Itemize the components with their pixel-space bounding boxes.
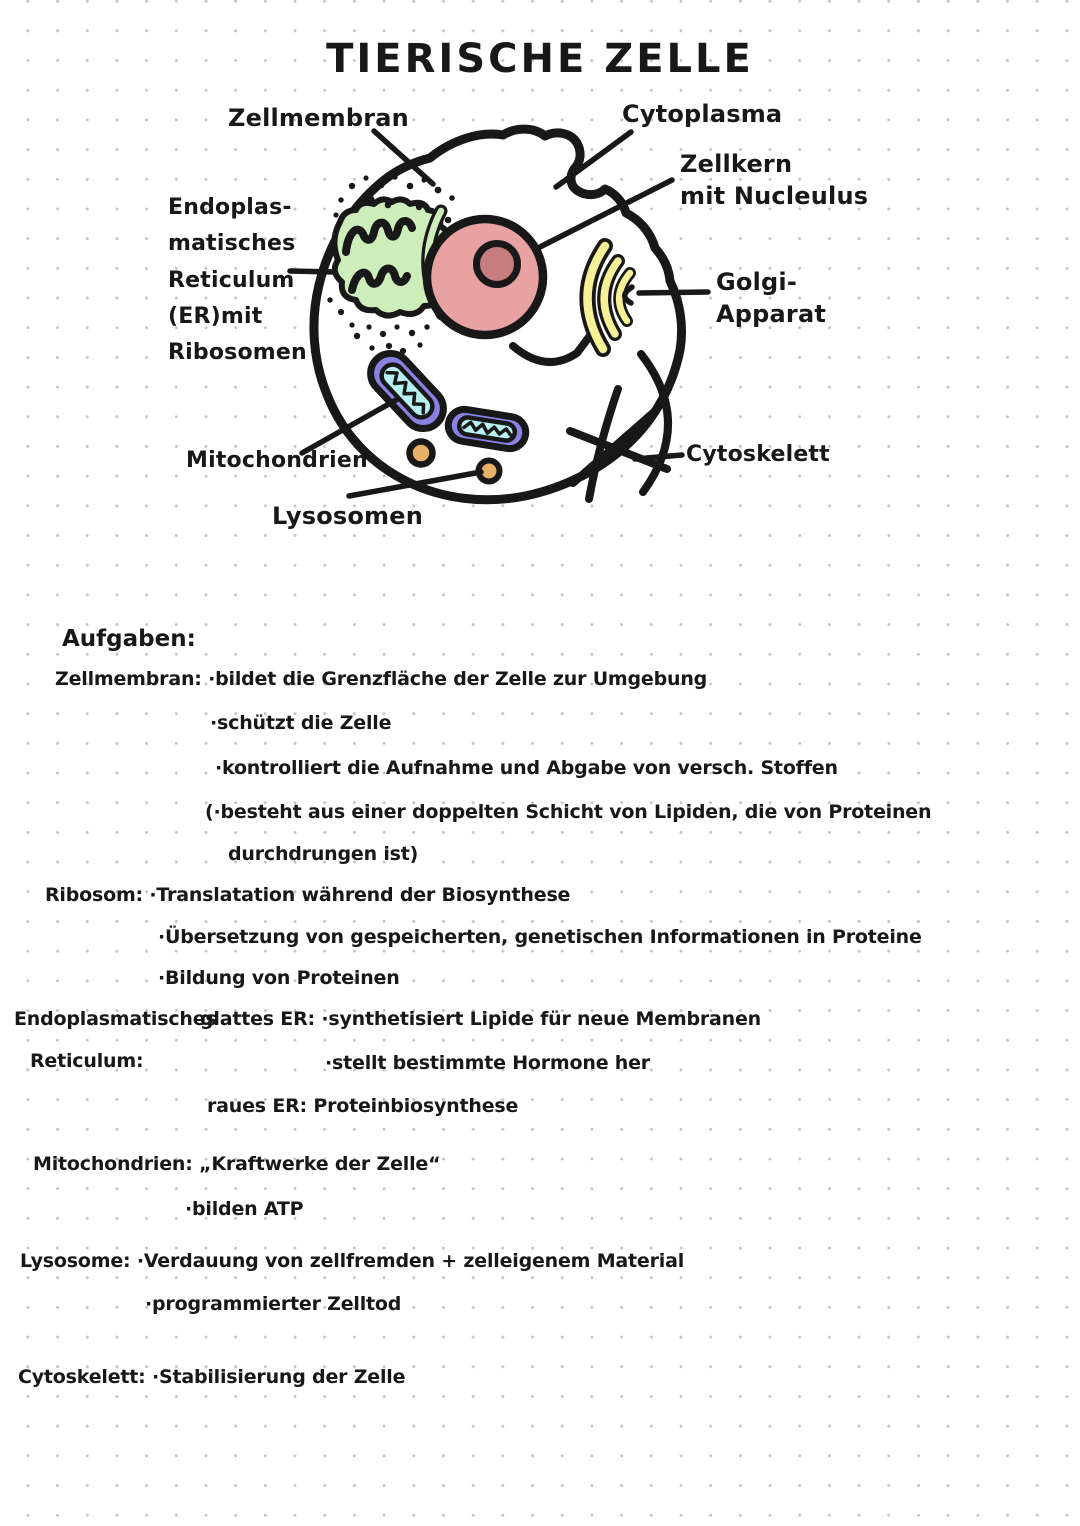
note-mitochondrien-2: ·bilden ATP bbox=[185, 1198, 304, 1220]
label-cytoplasma: Cytoplasma bbox=[622, 100, 783, 128]
golgi-pointer-line bbox=[639, 292, 708, 293]
note-er-label-1: Endoplasmatisches bbox=[14, 1008, 217, 1030]
note-mitochondrien-1: Mitochondrien: „Kraftwerke der Zelle“ bbox=[33, 1153, 441, 1175]
label-lysosomen: Lysosomen bbox=[272, 502, 424, 530]
note-lysosome-2: ·programmierter Zelltod bbox=[145, 1293, 402, 1315]
note-zellmembran-3: ·kontrolliert die Aufnahme und Abgabe von versch. Stoffen bbox=[215, 757, 838, 779]
note-zellmembran-1: Zellmembran: ·bildet die Grenzfläche der Zelle zur Umgebung bbox=[55, 668, 708, 690]
page-title: TIERISCHE ZELLE bbox=[326, 36, 754, 82]
label-endoplasmatisches-reticulum: Endoplas- matisches Reticulum (ER)mit Ribosomen bbox=[168, 195, 307, 366]
note-er-hormone: ·stellt bestimmte Hormone her bbox=[325, 1052, 650, 1074]
label-golgi-apparat: Golgi- Apparat bbox=[716, 268, 827, 329]
note-ribosom-2: ·Übersetzung von gespeicherten, genetischen Informationen in Proteine bbox=[158, 926, 922, 948]
note-ribosom-1: Ribosom: ·Translatation während der Biosynthese bbox=[45, 884, 571, 906]
label-zellmembran: Zellmembran bbox=[228, 104, 409, 132]
lysosome bbox=[410, 442, 433, 465]
note-er-label-2: Reticulum: bbox=[30, 1050, 144, 1072]
label-mitochondrien: Mitochondrien bbox=[186, 448, 368, 473]
note-ribosom-3: ·Bildung von Proteinen bbox=[158, 967, 400, 989]
note-lysosome-1: Lysosome: ·Verdauung von zellfremden + zelleigenem Material bbox=[20, 1250, 685, 1272]
nucleolus bbox=[477, 244, 518, 285]
note-er-raues: raues ER: Proteinbiosynthese bbox=[207, 1095, 519, 1117]
note-er-glattes: glattes ER: ·synthetisiert Lipide für neue Membranen bbox=[200, 1008, 762, 1030]
notes-heading: Aufgaben: bbox=[62, 626, 196, 652]
note-zellmembran-2: ·schützt die Zelle bbox=[210, 712, 392, 734]
note-zellmembran-5: durchdrungen ist) bbox=[228, 843, 419, 865]
note-zellmembran-4: (·besteht aus einer doppelten Schicht von Lipiden, die von Proteinen bbox=[205, 801, 932, 823]
label-cytoskelett: Cytoskelett bbox=[686, 442, 830, 467]
label-zellkern: Zellkern mit Nucleulus bbox=[680, 150, 869, 211]
animal-cell-diagram bbox=[0, 0, 1080, 570]
note-cytoskelett: Cytoskelett: ·Stabilisierung der Zelle bbox=[18, 1366, 406, 1388]
